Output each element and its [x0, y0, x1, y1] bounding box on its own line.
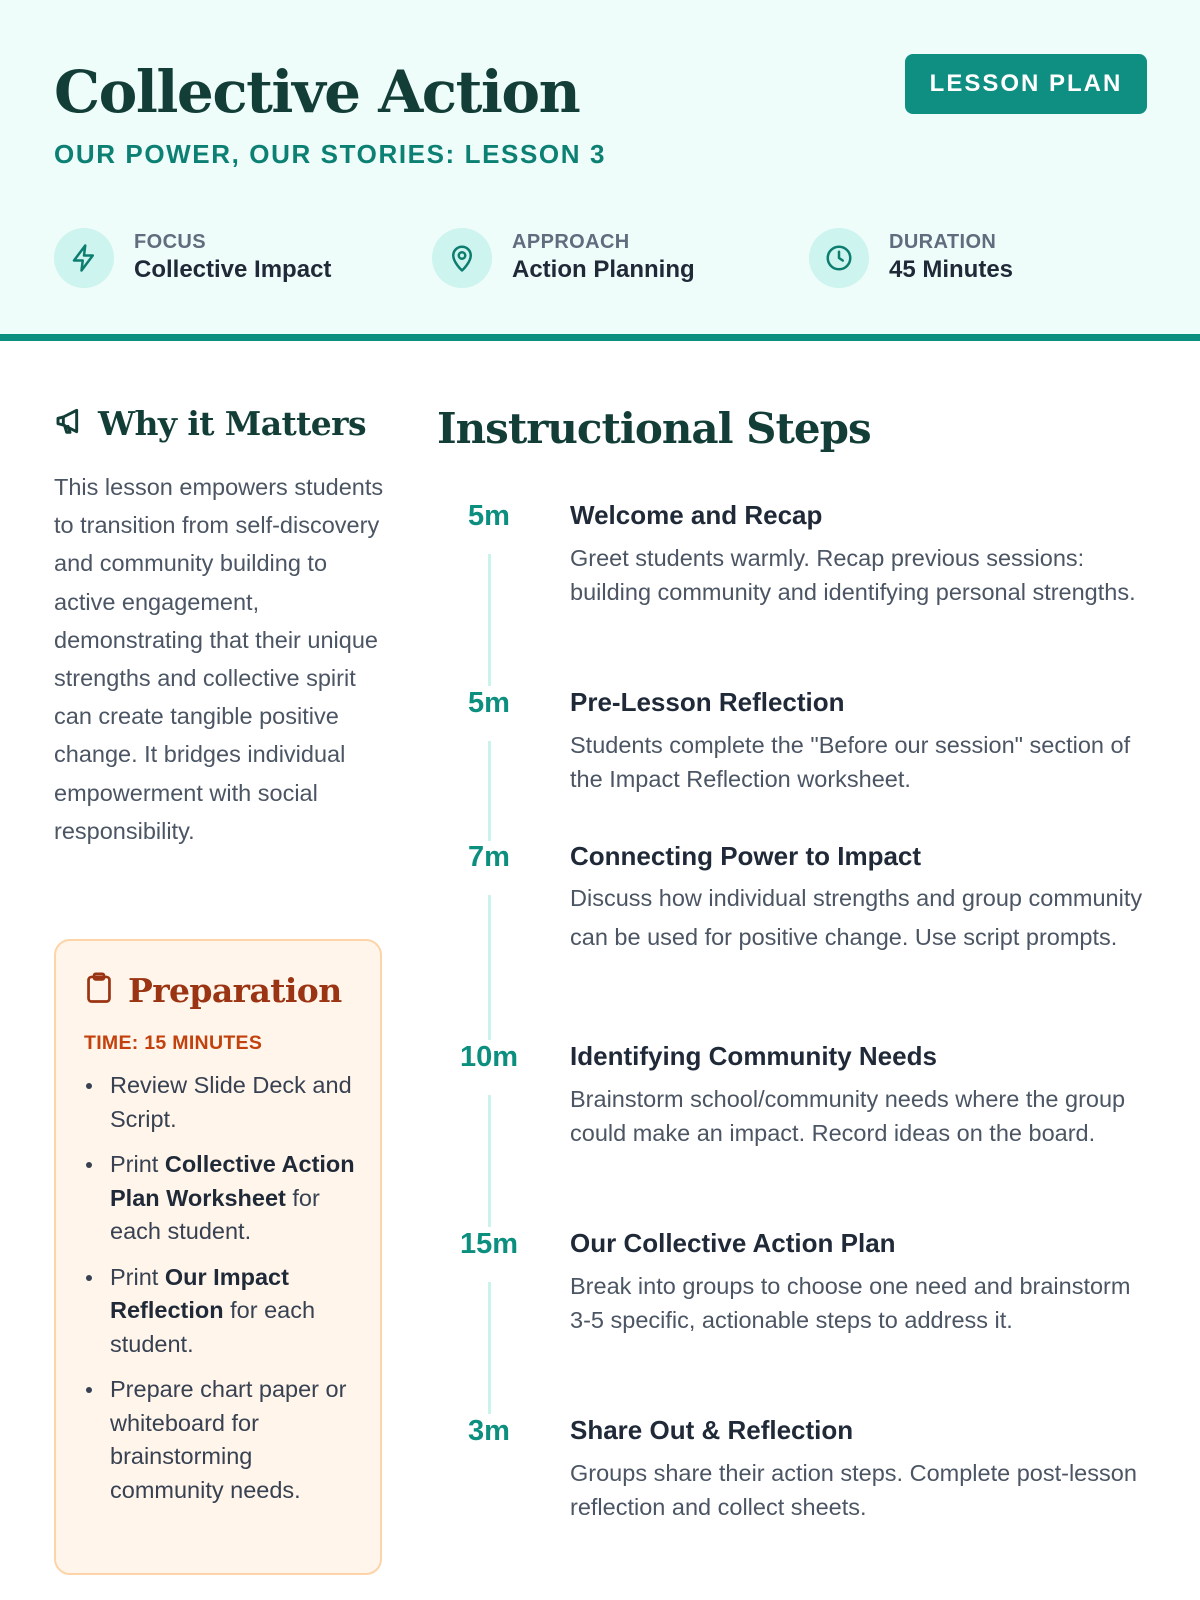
clipboard-icon	[84, 972, 114, 1009]
meta-duration	[809, 228, 1013, 288]
step-title: Our Collective Action Plan	[570, 1228, 896, 1258]
step-description: Greet students warmly. Recap previous sessions: building community and identifying personal strengths.	[570, 545, 1136, 605]
timeline-line	[488, 1095, 491, 1227]
list-item-text: Prepare chart paper or whiteboard for brainstorming community needs.	[110, 1376, 347, 1503]
why-body: This lesson empowers students to transition from self-discovery and community building to active engagement, demonstrating that their unique strengths and collective spirit can create tangible positive change. It bridges individual empowerment with social responsibility.	[54, 474, 384, 844]
timeline-line	[488, 741, 491, 841]
step-title: Welcome and Recap	[570, 500, 823, 530]
step-time: 7m	[468, 841, 510, 873]
step-time: 3m	[468, 1415, 510, 1447]
lightning-icon	[54, 228, 114, 288]
step-description: Discuss how individual strengths and group community can be used for positive change. Use script prompts.	[570, 885, 1143, 950]
list-item	[84, 1148, 356, 1249]
meta-label: APPROACH	[512, 231, 630, 253]
megaphone-icon	[54, 405, 86, 442]
step-description: Students complete the "Before our session" section of the Impact Reflection worksheet.	[570, 732, 1131, 792]
list-item-post: for each student.	[110, 1297, 316, 1357]
list-item-bold: Our Impact Reflection	[110, 1263, 289, 1323]
step-time: 5m	[468, 500, 510, 532]
step-description: Brainstorm school/community needs where the group could make an impact. Record ideas on the board.	[570, 1086, 1126, 1146]
meta-value: Collective Impact	[134, 256, 332, 283]
clock-icon	[809, 228, 869, 288]
meta-focus	[54, 228, 331, 288]
step-title: Share Out & Reflection	[570, 1415, 854, 1445]
header-banner	[0, 0, 1200, 341]
step-title: Pre-Lesson Reflection	[570, 687, 845, 717]
step-time: 10m	[459, 1041, 519, 1073]
step-description: Break into groups to choose one need and brainstorm 3-5 specific, actionable steps to address it.	[570, 1273, 1131, 1333]
preparation-heading	[84, 971, 356, 1010]
meta-label: DURATION	[889, 231, 997, 253]
list-item-text: Review Slide Deck and Script.	[110, 1072, 352, 1132]
map-pin-icon	[432, 228, 492, 288]
preparation-heading-text: Preparation	[128, 971, 342, 1010]
timeline-line	[488, 554, 491, 686]
step-time: 15m	[459, 1228, 519, 1260]
list-item	[84, 1069, 356, 1136]
preparation-time: TIME: 15 MINUTES	[84, 1032, 263, 1054]
meta-value: 45 Minutes	[889, 256, 1014, 283]
lesson-plan-badge: LESSON PLAN	[905, 54, 1147, 114]
steps-heading: Instructional Steps	[437, 404, 871, 453]
list-item-bold: Collective Action Plan Worksheet	[110, 1151, 355, 1211]
timeline-line	[488, 1282, 491, 1414]
meta-value: Action Planning	[512, 256, 695, 283]
list-item-post: for each student.	[110, 1184, 320, 1244]
list-item	[84, 1261, 356, 1362]
list-item-pre: Print	[110, 1151, 165, 1177]
timeline-line	[488, 895, 491, 1040]
page-subtitle: OUR POWER, OUR STORIES: LESSON 3	[54, 139, 607, 169]
step-time: 5m	[468, 687, 510, 719]
meta-approach	[432, 228, 695, 288]
preparation-list	[84, 1069, 356, 1507]
step-description: Groups share their action steps. Complete post-lesson reflection and collect sheets.	[570, 1460, 1137, 1520]
list-item	[84, 1373, 356, 1507]
why-heading-text: Why it Matters	[98, 404, 366, 443]
page-title: Collective Action	[54, 58, 580, 126]
preparation-card	[54, 939, 382, 1575]
meta-label: FOCUS	[134, 231, 206, 253]
why-heading	[54, 404, 366, 443]
step-title: Identifying Community Needs	[570, 1041, 937, 1071]
step-title: Connecting Power to Impact	[570, 841, 922, 871]
list-item-pre: Print	[110, 1263, 165, 1290]
